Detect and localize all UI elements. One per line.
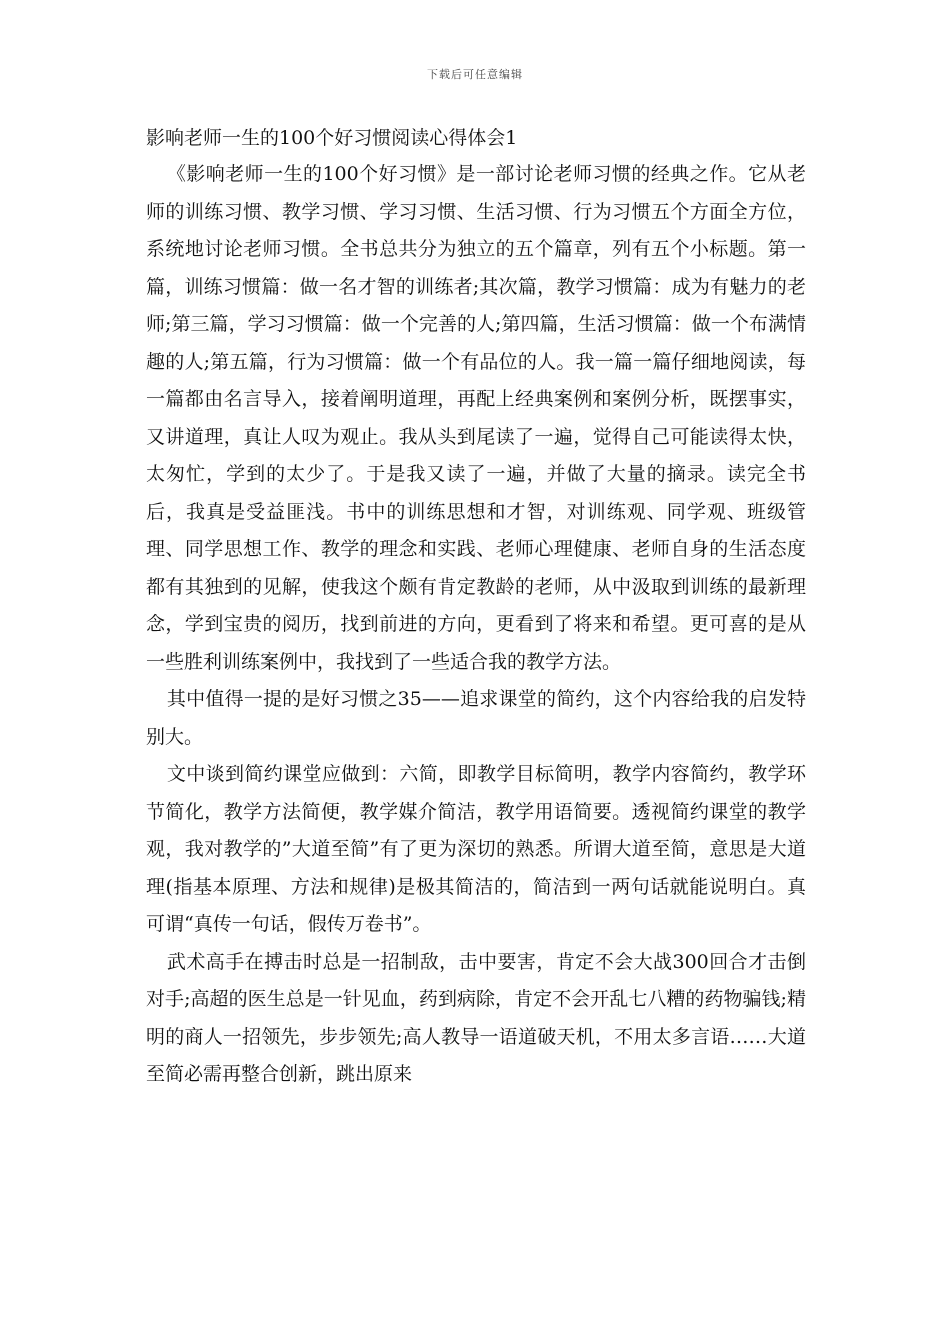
paragraph: 武术高手在搏击时总是一招制敌，击中要害，肯定不会大战300回合才击倒对手;高超的医生总是一针见血，药到病除，肯定不会开乱七八糟的药物骗钱;精明的商人一招领先，步步领先;高人教导一语道破天机，不用太多言语……大道至简必需再整合创新，跳出原来 <box>146 950 806 1085</box>
document-body <box>146 120 806 1094</box>
paragraph: 文中谈到简约课堂应做到：六简，即教学目标简明，教学内容简约，教学环节简化，教学方法简便，教学媒介简洁，教学用语简要。透视简约课堂的教学观，我对教学的”大道至简”有了更为深切的熟悉。所谓大道至简，意思是大道理(指基本原理、方法和规律)是极其简洁的，简洁到一两句话就能说明白。真可谓“真传一句话，假传万卷书”。 <box>146 763 806 935</box>
paragraph: 其中值得一提的是好习惯之35——追求课堂的简约，这个内容给我的启发特别大。 <box>146 688 806 748</box>
page-header-note: 下载后可任意编辑 <box>427 68 523 81</box>
document-title: 影响老师一生的100个好习惯阅读心得体会1 <box>146 127 518 149</box>
paragraph: 《影响老师一生的100个好习惯》是一部讨论老师习惯的经典之作。它从老师的训练习惯、教学习惯、学习习惯、生活习惯、行为习惯五个方面全方位，系统地讨论老师习惯。全书总共分为独立的五个篇章，列有五个小标题。第一篇，训练习惯篇：做一名才智的训练者;其次篇，教学习惯篇：成为有魅力的老师;第三篇，学习习惯篇：做一个完善的人;第四篇，生活习惯篇：做一个布满情趣的人;第五篇，行为习惯篇：做一个有品位的人。我一篇一篇仔细地阅读，每一篇都由名言导入，接着阐明道理，再配上经典案例和案例分析，既摆事实，又讲道理，真让人叹为观止。我从头到尾读了一遍，觉得自己可能读得太快，太匆忙，学到的太少了。于是我又读了一遍，并做了大量的摘录。读完全书后，我真是受益匪浅。书中的训练思想和才智，对训练观、同学观、班级管理、同学思想工作、教学的理念和实践、老师心理健康、老师自身的生活态度都有其独到的见解，使我这个颇有肯定教龄的老师，从中汲取到训练的最新理念，学到宝贵的阅历，找到前进的方向，更看到了将来和希望。更可喜的是从一些胜利训练案例中，我找到了一些适合我的教学方法。 <box>146 163 806 673</box>
